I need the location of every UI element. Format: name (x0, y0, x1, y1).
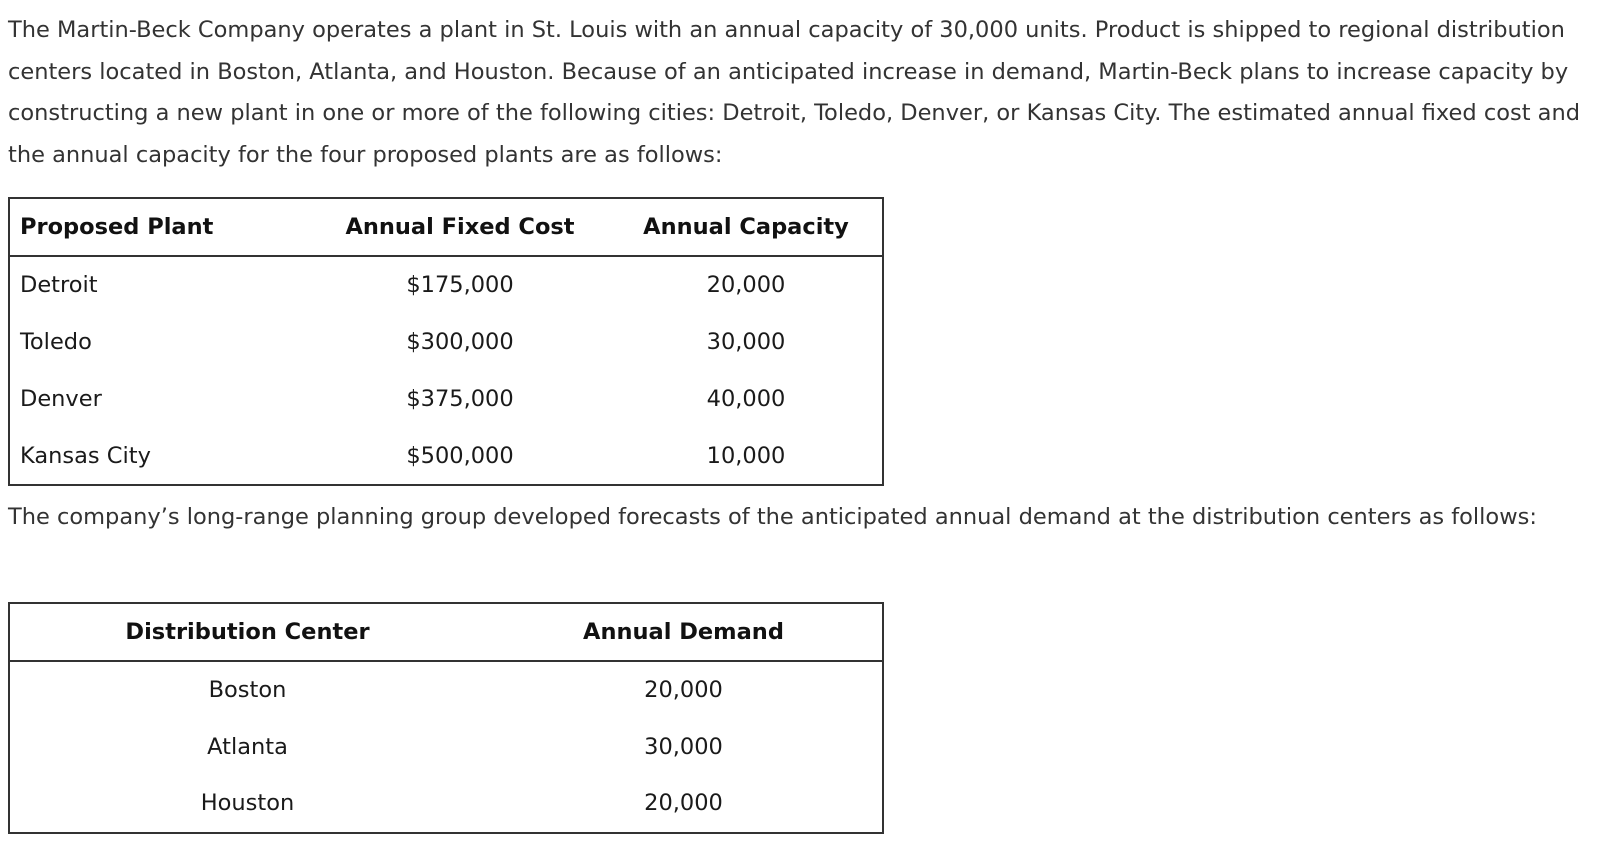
table-header-row (9, 603, 883, 661)
intro-paragraph: The Martin-Beck Company operates a plant in St. Louis with an annual capacity of 30,000 units. Product is shipped to regional distribution centers located in Boston, Atlanta, and Houston. Because of an anticipated increase in demand, Martin-Beck plans to increase capacity by constructing a new plant in one or more of the following cities: Detroit, Toledo, Denver, or Kansas City. The estimated annual fixed cost and the annual capacity for the four proposed plants are as follows: (8, 17, 1581, 168)
table-row (9, 661, 883, 719)
distribution-center-cell: Atlanta (207, 733, 288, 760)
distribution-demand-table (8, 602, 884, 834)
table-row (9, 314, 883, 371)
annual-demand-cell: 20,000 (644, 790, 723, 817)
proposed-plants-table (8, 197, 884, 486)
capacity-cell: 10,000 (706, 442, 786, 469)
table-row (9, 775, 883, 833)
plant-name-cell: Toledo (20, 329, 92, 356)
capacity-cell: 20,000 (706, 272, 786, 299)
header-annual-demand: Annual Demand (485, 603, 883, 661)
fixed-cost-cell: $300,000 (406, 329, 514, 356)
fixed-cost-cell: $175,000 (406, 272, 514, 299)
table-row (9, 719, 883, 776)
plant-name-cell: Kansas City (20, 442, 151, 469)
header-distribution-center: Distribution Center (9, 603, 485, 661)
plant-name-cell: Denver (20, 385, 102, 412)
annual-demand-cell: 30,000 (644, 733, 723, 760)
plant-name-cell: Detroit (20, 272, 98, 299)
table-row (9, 370, 883, 427)
demand-paragraph: The company’s long-range planning group developed forecasts of the anticipated annual demand at the distribution centers as follows: (8, 504, 1537, 530)
distribution-center-cell: Boston (208, 677, 287, 704)
table-row (9, 256, 883, 314)
table-row (9, 427, 883, 485)
header-proposed-plant: Proposed Plant (9, 198, 310, 256)
fixed-cost-cell: $375,000 (406, 385, 514, 412)
annual-demand-cell: 20,000 (644, 677, 723, 704)
capacity-cell: 30,000 (706, 329, 786, 356)
header-annual-capacity: Annual Capacity (610, 198, 883, 256)
fixed-cost-cell: $500,000 (406, 442, 514, 469)
capacity-cell: 40,000 (706, 385, 786, 412)
table-header-row (9, 198, 883, 256)
distribution-center-cell: Houston (200, 790, 295, 817)
header-annual-fixed-cost: Annual Fixed Cost (310, 198, 610, 256)
